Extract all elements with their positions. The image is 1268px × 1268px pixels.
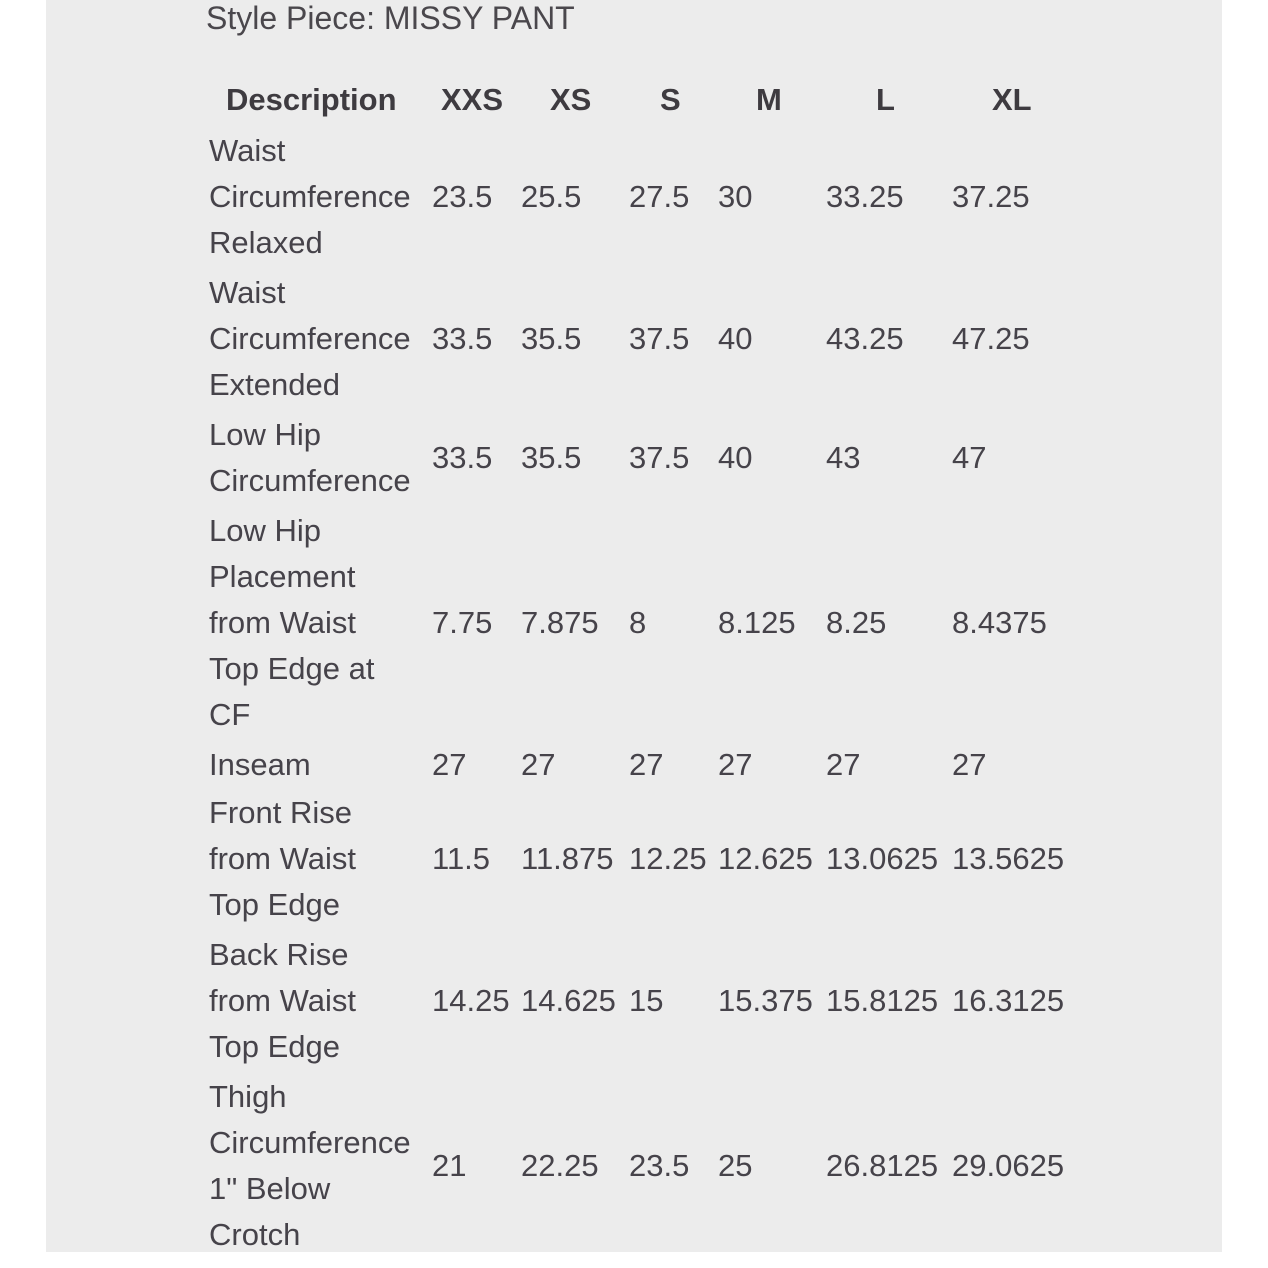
row-value-s: 27.5: [629, 179, 690, 214]
row-value-s: 37.5: [629, 321, 690, 356]
size-chart-page: [46, 0, 1222, 1252]
row-description-line: Relaxed: [209, 225, 323, 260]
row-value-m: 30: [718, 179, 753, 214]
row-description-line: Top Edge: [209, 887, 340, 922]
row-value-l: 26.8125: [826, 1148, 939, 1183]
row-description-line: Circumference: [209, 463, 411, 498]
row-value-xs: 27: [521, 747, 556, 782]
row-value-s: 15: [629, 983, 664, 1018]
row-value-xl: 47: [952, 440, 987, 475]
row-description-line: Waist: [209, 133, 286, 168]
row-value-xs: 22.25: [521, 1148, 599, 1183]
row-value-xl: 37.25: [952, 179, 1030, 214]
row-value-xl: 16.3125: [952, 983, 1065, 1018]
row-description-line: CF: [209, 697, 251, 732]
row-value-l: 43: [826, 440, 861, 475]
row-value-xs: 14.625: [521, 983, 616, 1018]
row-value-l: 15.8125: [826, 983, 939, 1018]
row-description-line: from Waist: [209, 605, 356, 640]
row-description-line: Top Edge at: [209, 651, 375, 686]
row-description-line: Thigh: [209, 1079, 287, 1114]
row-value-s: 12.25: [629, 841, 707, 876]
style-piece-title: Style Piece: MISSY PANT: [206, 0, 575, 36]
row-description-line: Low Hip: [209, 513, 321, 548]
row-value-xl: 13.5625: [952, 841, 1065, 876]
row-value-xxs: 11.5: [432, 841, 491, 876]
row-description-line: 1" Below: [209, 1171, 331, 1206]
row-value-s: 37.5: [629, 440, 690, 475]
header-description: Description: [226, 82, 397, 117]
row-value-l: 43.25: [826, 321, 904, 356]
header-s: S: [660, 82, 681, 117]
row-value-l: 33.25: [826, 179, 904, 214]
row-description-line: from Waist: [209, 983, 356, 1018]
row-value-xl: 47.25: [952, 321, 1030, 356]
row-value-m: 12.625: [718, 841, 813, 876]
row-value-xxs: 21: [432, 1148, 467, 1183]
row-description-line: Inseam: [209, 747, 311, 782]
row-description-line: Placement: [209, 559, 356, 594]
row-value-s: 23.5: [629, 1148, 690, 1183]
row-value-l: 8.25: [826, 605, 887, 640]
header-xl: XL: [992, 82, 1032, 117]
header-l: L: [876, 82, 895, 117]
row-value-m: 40: [718, 321, 753, 356]
row-description-line: Circumference: [209, 321, 411, 356]
row-value-m: 15.375: [718, 983, 813, 1018]
row-value-xxs: 33.5: [432, 440, 493, 475]
size-table: [46, 0, 1065, 1252]
row-value-xxs: 23.5: [432, 179, 493, 214]
row-value-xs: 7.875: [521, 605, 599, 640]
row-description-line: Circumference: [209, 1125, 411, 1160]
row-value-xs: 11.875: [521, 841, 614, 876]
row-value-xs: 35.5: [521, 321, 582, 356]
row-description-line: Low Hip: [209, 417, 321, 452]
header-m: M: [756, 82, 782, 117]
row-value-xs: 25.5: [521, 179, 582, 214]
row-description-line: Top Edge: [209, 1029, 340, 1064]
row-description-line: Back Rise: [209, 937, 349, 972]
row-value-m: 25: [718, 1148, 753, 1183]
header-xs: XS: [550, 82, 592, 117]
row-value-xxs: 7.75: [432, 605, 493, 640]
row-value-xl: 29.0625: [952, 1148, 1065, 1183]
header-xxs: XXS: [441, 82, 504, 117]
row-description-line: Circumference: [209, 179, 411, 214]
row-value-s: 8: [629, 605, 647, 640]
row-value-xl: 8.4375: [952, 605, 1047, 640]
row-value-s: 27: [629, 747, 664, 782]
row-value-xs: 35.5: [521, 440, 582, 475]
row-value-m: 8.125: [718, 605, 796, 640]
row-description-line: from Waist: [209, 841, 356, 876]
row-description-line: Crotch: [209, 1217, 301, 1252]
row-value-xxs: 14.25: [432, 983, 510, 1018]
row-value-m: 27: [718, 747, 753, 782]
row-value-l: 13.0625: [826, 841, 939, 876]
row-value-xl: 27: [952, 747, 987, 782]
row-value-l: 27: [826, 747, 861, 782]
row-description-line: Extended: [209, 367, 340, 402]
row-value-m: 40: [718, 440, 753, 475]
row-description-line: Waist: [209, 275, 286, 310]
row-description-line: Front Rise: [209, 795, 352, 830]
row-value-xxs: 27: [432, 747, 467, 782]
row-value-xxs: 33.5: [432, 321, 493, 356]
